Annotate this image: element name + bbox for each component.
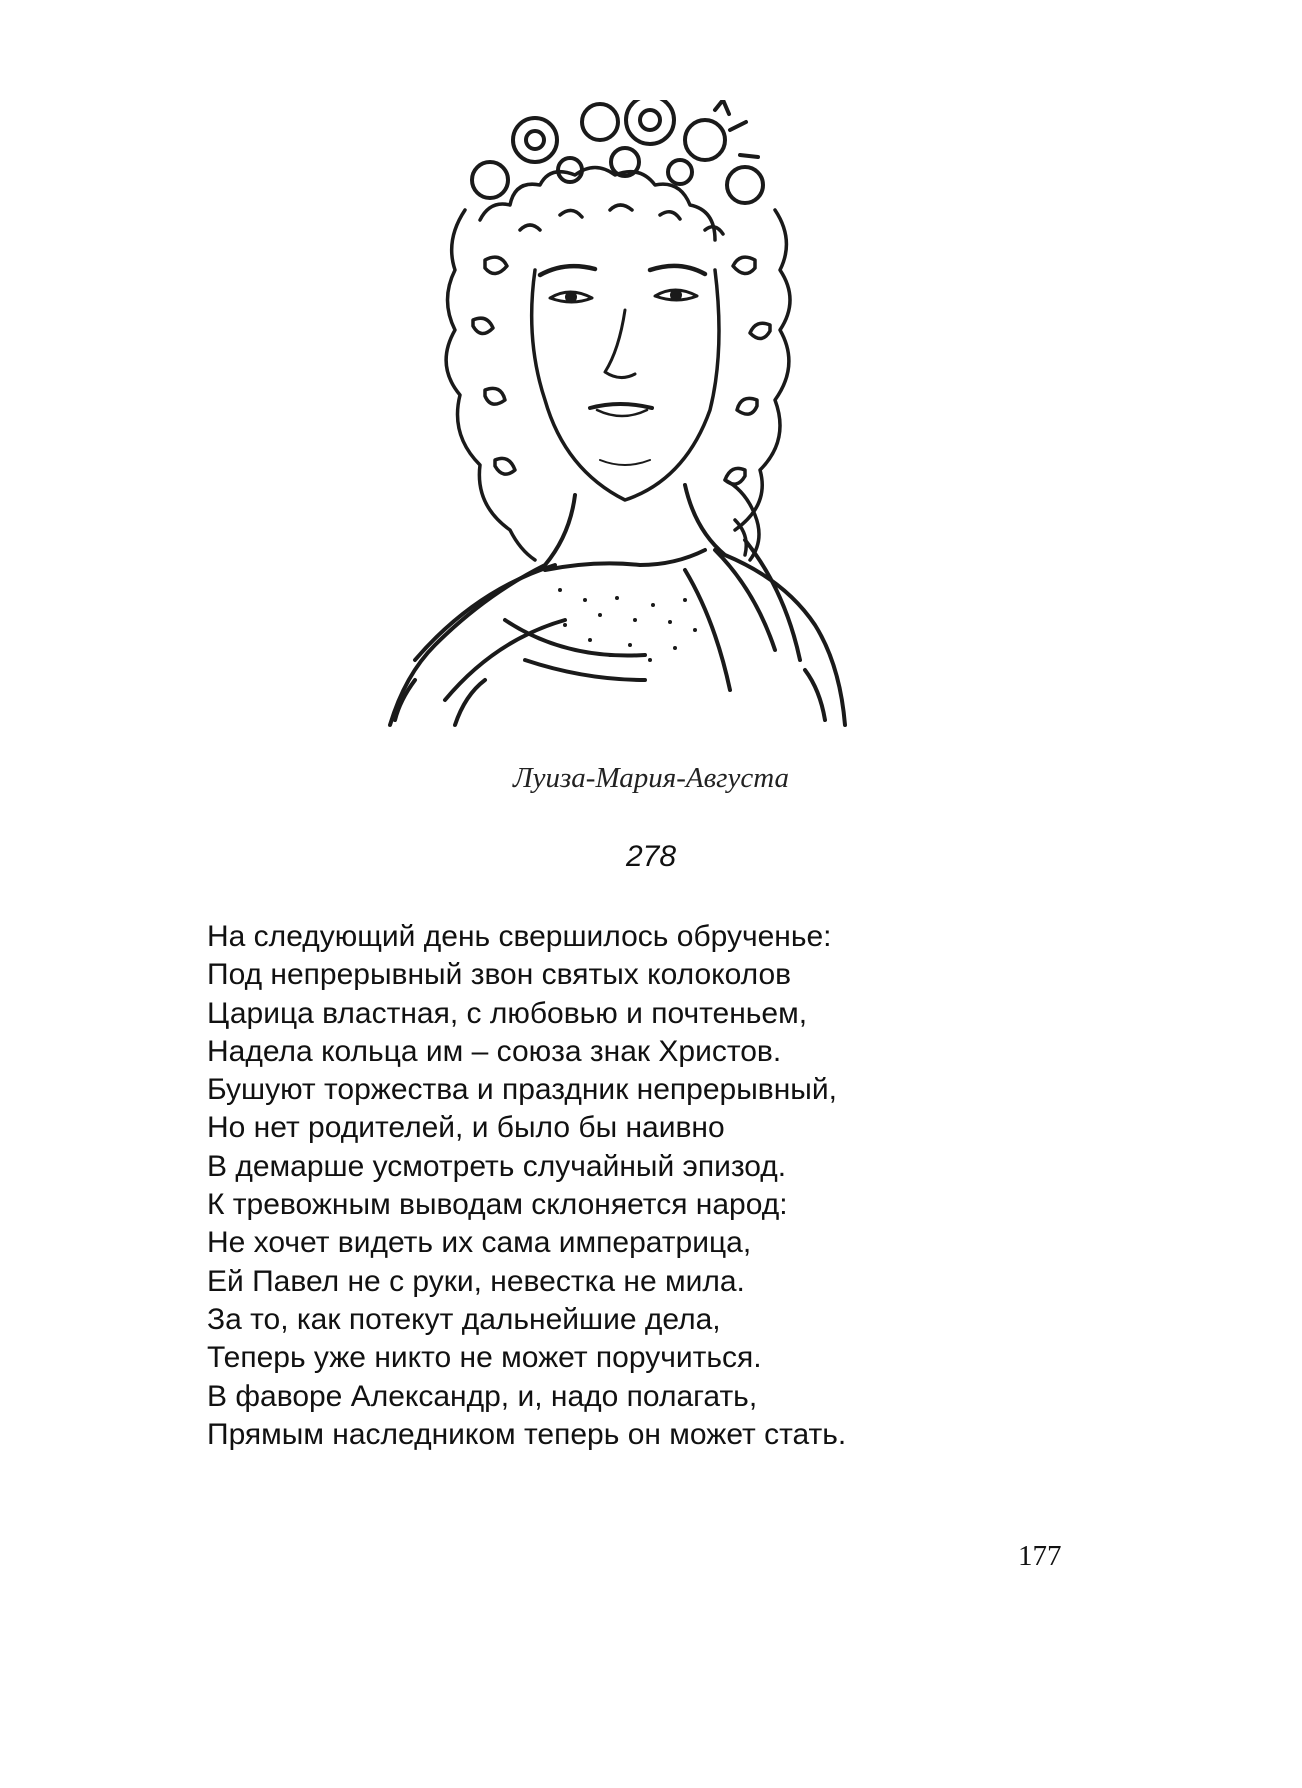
poem-line: Бушуют торжества и праздник непрерывный, <box>207 1073 837 1107</box>
hair-curls <box>446 168 790 561</box>
portrait-caption: Луиза-Мария-Августа <box>512 762 790 794</box>
section-number: 278 <box>625 840 677 873</box>
poem-stanza <box>207 918 1107 1454</box>
poem-line: К тревожным выводам склоняется народ: <box>207 1188 788 1222</box>
poem-line: Теперь уже никто не может поручиться. <box>207 1341 762 1375</box>
poem-line: Прямым наследником теперь он может стать. <box>207 1417 847 1451</box>
face <box>532 266 719 500</box>
poem-line: Надела кольца им – союза знак Христов. <box>207 1034 782 1068</box>
page-number: 177 <box>1018 1540 1062 1572</box>
flower-wreath <box>472 100 763 203</box>
poem-line: Не хочет видеть их сама императрица, <box>207 1226 752 1260</box>
poem-line: На следующий день свершилось обрученье: <box>207 920 832 953</box>
poem-line: Но нет родителей, и было бы наивно <box>207 1111 725 1145</box>
poem-line: За то, как потекут дальнейшие дела, <box>207 1302 721 1336</box>
shoulders-drapery <box>390 485 845 725</box>
poem-line: В демарше усмотреть случайный эпизод. <box>207 1149 787 1183</box>
poem-line: Царица властная, с любовью и почтеньем, <box>207 996 808 1030</box>
poem-line: Ей Павел не с руки, невестка не мила. <box>207 1264 745 1298</box>
poem-line: Под непрерывный звон святых колоколов <box>207 958 792 992</box>
poem-line: В фаворе Александр, и, надо полагать, <box>207 1379 758 1413</box>
portrait-illustration <box>385 100 865 730</box>
